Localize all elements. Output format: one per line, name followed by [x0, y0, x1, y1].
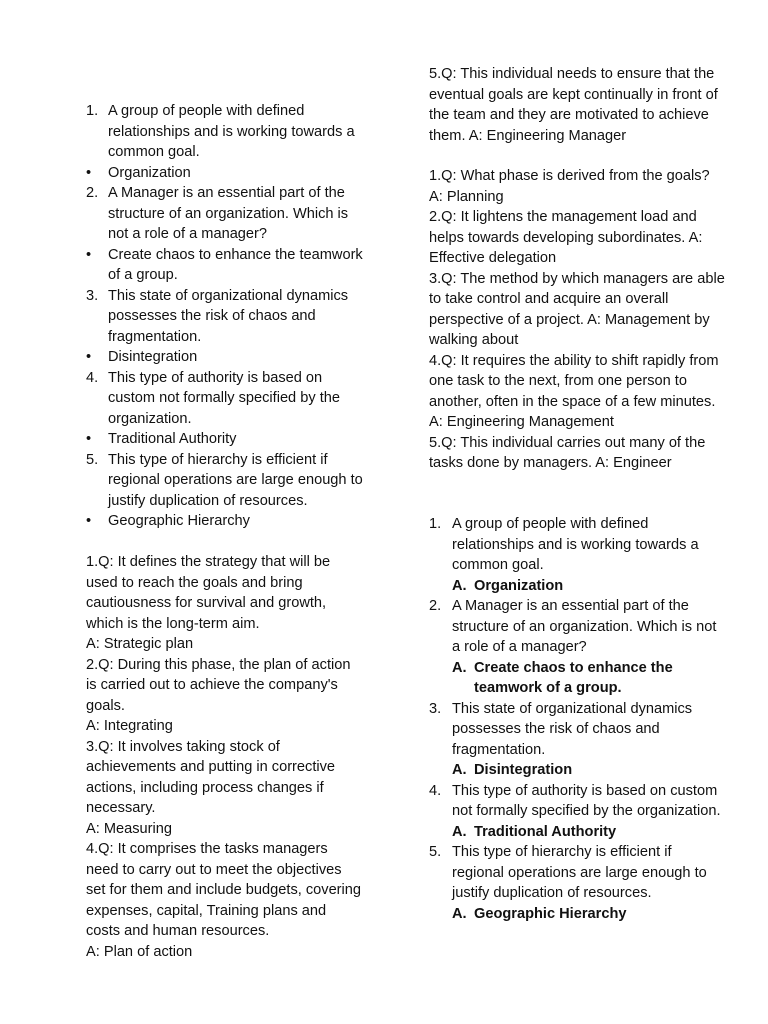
item-question: A Manager is an essential part of the structure of an organization. Which is not a role of a manager?: [108, 185, 349, 242]
qa-question: 1.Q: What phase is derived from the goals?: [429, 168, 710, 184]
answer-label: A.: [452, 659, 467, 676]
item-question: This type of authority is based on custom not formally specified by the organization.: [108, 369, 340, 427]
qa-answer: A: Plan of action: [86, 943, 193, 960]
left-answer-4: [86, 429, 364, 450]
qa-question: 4.Q: It comprises the tasks managers need to carry out to meet the objectives set for them and include budgets, covering expenses, capital, Training plans and costs and human resources.: [86, 841, 362, 939]
right-top-paragraph: [429, 64, 725, 146]
bullet-icon: •: [86, 513, 92, 529]
item-answer: Geographic Hierarchy: [108, 513, 250, 529]
item-question: This state of organizational dynamics possesses the risk of chaos and fragmentation.: [108, 287, 349, 345]
bullet-icon: •: [86, 431, 92, 447]
left-item-3: [86, 286, 364, 348]
left-item-2: [86, 183, 364, 245]
answer-label: A.: [452, 905, 467, 922]
left-answer-1: [86, 163, 364, 184]
item-number: 2.: [429, 598, 442, 614]
item-answer: [452, 822, 725, 843]
bullet-icon: •: [86, 164, 92, 181]
left-item-4: [86, 368, 364, 430]
list-item: [429, 596, 725, 699]
list-item: [429, 842, 725, 924]
item-number: 4.: [86, 369, 99, 386]
list-item: [429, 514, 725, 596]
item-answer: [452, 658, 725, 699]
item-answer: Disintegration: [108, 349, 198, 365]
qa-answer: A: Integrating: [86, 718, 173, 734]
item-number: 3.: [86, 287, 99, 304]
answer-text: Geographic Hierarchy: [474, 905, 627, 922]
item-question: This type of authority is based on custom not formally specified by the organization.: [452, 782, 721, 819]
qa-answer: A: Planning: [429, 188, 504, 205]
answer-label: A.: [452, 823, 467, 840]
qa-question: 5.Q: This individual needs to ensure that the eventual goals are kept continually in front of the team and they are motivated to achieve them. A: Engineering Manager: [429, 66, 718, 144]
item-question: This type of hierarchy is efficient if regional operations are large enough to justify duplication of resources.: [452, 844, 707, 901]
item-number: 1.: [86, 103, 99, 119]
left-item-5: [86, 450, 364, 512]
bullet-icon: •: [86, 246, 92, 263]
qa-question: 2.Q: During this phase, the plan of action is carried out to achieve the company's goals.: [86, 656, 351, 714]
item-answer: Traditional Authority: [108, 431, 237, 447]
item-number: 2.: [86, 185, 99, 201]
answer-text: Organization: [474, 577, 564, 594]
item-number: 5.: [86, 451, 99, 468]
left-answer-2: [86, 245, 364, 286]
left-numbered-section: [86, 101, 364, 532]
qa-question: 5.Q: This individual carries out many of the tasks done by managers. A: Engineer: [429, 434, 706, 471]
list-item: [429, 781, 725, 843]
answer-label: A.: [452, 577, 467, 594]
item-number: 4.: [429, 782, 442, 799]
list-item: [429, 699, 725, 781]
right-ordered-list: [429, 514, 725, 924]
item-question: This type of hierarchy is efficient if regional operations are large enough to justify duplication of resources.: [108, 451, 363, 509]
item-question: A group of people with defined relationships and is working towards a common goal.: [452, 516, 699, 573]
qa-answer: A: Strategic plan: [86, 636, 194, 652]
answer-text: Traditional Authority: [474, 823, 617, 840]
item-question: A Manager is an essential part of the structure of an organization. Which is not a role of a manager?: [452, 598, 717, 655]
answer-label: A.: [452, 762, 467, 778]
item-answer: Organization: [108, 164, 191, 181]
right-qa-section: [429, 166, 725, 474]
item-answer: [452, 904, 725, 925]
left-answer-5: [86, 511, 364, 532]
left-qa-section: [86, 552, 364, 962]
item-number: 5.: [429, 844, 442, 860]
qa-question: 2.Q: It lightens the management load and helps towards developing subordinates. A: Effective delegation: [429, 209, 703, 266]
left-answer-3: [86, 347, 364, 368]
item-number: 1.: [429, 516, 442, 532]
item-answer: [452, 576, 725, 597]
qa-question: 3.Q: It involves taking stock of achievements and putting in corrective actions, including process changes if necessary.: [86, 738, 336, 816]
qa-question: 4.Q: It requires the ability to shift rapidly from one task to the next, from one person to another, often in the space of a few minutes. A: Engineering Management: [429, 352, 719, 430]
item-question: A group of people with defined relationships and is working towards a common goal.: [108, 103, 355, 160]
bullet-icon: •: [86, 349, 92, 365]
answer-text: Disintegration: [474, 762, 573, 778]
item-answer: Create chaos to enhance the teamwork of a group.: [108, 246, 363, 283]
answer-text: Create chaos to enhance the teamwork of a group.: [474, 659, 673, 696]
item-answer: [452, 760, 725, 781]
qa-question: 3.Q: The method by which managers are able to take control and acquire an overall perspective of a project. A: Management by walking about: [429, 270, 725, 348]
qa-question: 1.Q: It defines the strategy that will be used to reach the goals and bring cautiousness for survival and growth, which is the long-term aim.: [86, 554, 331, 632]
item-number: 3.: [429, 700, 442, 717]
left-item-1: [86, 101, 364, 163]
item-question: This state of organizational dynamics possesses the risk of chaos and fragmentation.: [452, 700, 693, 758]
qa-answer: A: Measuring: [86, 820, 172, 837]
